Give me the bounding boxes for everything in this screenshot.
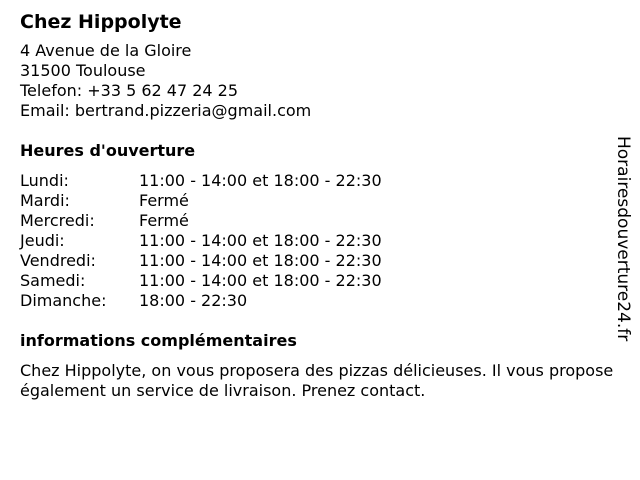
hours-time: 11:00 - 14:00 et 18:00 - 22:30 <box>139 171 382 190</box>
hours-time: Fermé <box>139 211 189 230</box>
hours-time: 18:00 - 22:30 <box>139 291 248 310</box>
additional-info-text: Chez Hippolyte, on vous proposera des pizzas délicieuses. Il vous propose également un service de livraison. Prenez contact. <box>20 361 614 400</box>
email-address: Email: bertrand.pizzeria@gmail.com <box>20 101 312 120</box>
hours-day: Lundi: <box>20 171 69 190</box>
hours-day: Mercredi: <box>20 211 95 230</box>
opening-hours-table <box>20 171 620 311</box>
hours-row-monday <box>20 171 620 191</box>
address-city: 31500 Toulouse <box>20 61 146 80</box>
hours-row-saturday <box>20 271 620 291</box>
hours-row-wednesday <box>20 211 620 231</box>
site-watermark: Horairesdouverture24.fr <box>613 136 633 342</box>
hours-row-thursday <box>20 231 620 251</box>
hours-time: 11:00 - 14:00 et 18:00 - 22:30 <box>139 251 382 270</box>
hours-row-friday <box>20 251 620 271</box>
additional-info-title: informations complémentaires <box>20 331 297 350</box>
hours-row-tuesday <box>20 191 620 211</box>
hours-row-sunday <box>20 291 620 311</box>
hours-day: Samedi: <box>20 271 86 290</box>
phone-number: Telefon: +33 5 62 47 24 25 <box>20 81 239 100</box>
hours-day: Vendredi: <box>20 251 96 270</box>
hours-day: Mardi: <box>20 191 70 210</box>
opening-hours-title: Heures d'ouverture <box>20 141 196 160</box>
hours-time: 11:00 - 14:00 et 18:00 - 22:30 <box>139 231 382 250</box>
hours-day: Jeudi: <box>20 231 65 250</box>
hours-day: Dimanche: <box>20 291 107 310</box>
business-name: Chez Hippolyte <box>20 11 182 33</box>
business-card <box>20 10 620 401</box>
address-street: 4 Avenue de la Gloire <box>20 41 192 60</box>
hours-time: Fermé <box>139 191 189 210</box>
hours-time: 11:00 - 14:00 et 18:00 - 22:30 <box>139 271 382 290</box>
